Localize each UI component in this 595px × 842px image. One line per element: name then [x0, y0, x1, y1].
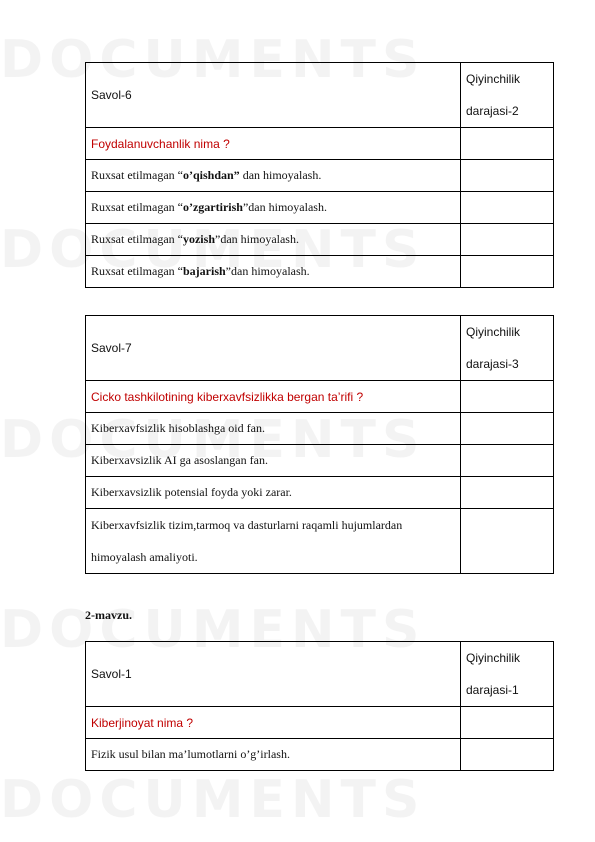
empty-cell — [461, 224, 554, 256]
empty-cell — [461, 477, 554, 509]
empty-cell — [461, 128, 554, 160]
question-text: Cicko tashkilotining kiberxavfsizlikka bergan ta’rifi ? — [86, 381, 461, 413]
question-number: Savol-6 — [86, 63, 461, 128]
empty-cell — [461, 192, 554, 224]
answer-row — [86, 256, 554, 288]
table-header-row — [86, 63, 554, 128]
question-table-savol-7 — [85, 315, 554, 574]
difficulty-level: darajasi-3 — [466, 357, 519, 371]
question-table-savol-1 — [85, 641, 554, 771]
difficulty-level: darajasi-1 — [466, 683, 519, 697]
empty-cell — [461, 509, 554, 574]
empty-cell — [461, 707, 554, 739]
answer-row — [86, 413, 554, 445]
question-text: Foydalanuvchanlik nima ? — [86, 128, 461, 160]
answer-row — [86, 477, 554, 509]
difficulty-cell — [461, 316, 554, 381]
answer-text: Kiberxavfsizlik hisoblashga oid fan. — [86, 413, 461, 445]
answer-row — [86, 192, 554, 224]
difficulty-label: Qiyinchilik — [466, 72, 521, 86]
empty-cell — [461, 256, 554, 288]
question-table-savol-6 — [85, 62, 554, 288]
answer-text: Fizik usul bilan ma’lumotlarni o’g’irlash. — [86, 739, 461, 771]
empty-cell — [461, 413, 554, 445]
answer-text: Ruxsat etilmagan “o’qishdan” dan himoyalash. — [86, 160, 461, 192]
question-row — [86, 707, 554, 739]
answer-text: Kiberxavsizlik potensial foyda yoki zarar. — [86, 477, 461, 509]
difficulty-cell — [461, 642, 554, 707]
answer-text: Ruxsat etilmagan “yozish”dan himoyalash. — [86, 224, 461, 256]
answer-text: Kiberxavsizlik AI ga asoslangan fan. — [86, 445, 461, 477]
table-header-row — [86, 316, 554, 381]
watermark-row — [0, 770, 595, 830]
difficulty-label: Qiyinchilik — [466, 651, 521, 665]
answer-row — [86, 445, 554, 477]
empty-cell — [461, 160, 554, 192]
question-number: Savol-1 — [86, 642, 461, 707]
difficulty-cell — [461, 63, 554, 128]
table-header-row — [86, 642, 554, 707]
empty-cell — [461, 739, 554, 771]
answer-text: Kiberxavfsizlik tizim,tarmoq va dasturlarni raqamli hujumlardan himoyalash amaliyoti. — [86, 509, 461, 574]
answer-row — [86, 509, 554, 574]
empty-cell — [461, 445, 554, 477]
question-number: Savol-7 — [86, 316, 461, 381]
question-row — [86, 128, 554, 160]
question-row — [86, 381, 554, 413]
difficulty-label: Qiyinchilik — [466, 325, 521, 339]
topic-heading: 2-mavzu. — [85, 608, 132, 622]
answer-text: Ruxsat etilmagan “bajarish”dan himoyalash. — [86, 256, 461, 288]
question-text: Kiberjinoyat nima ? — [86, 707, 461, 739]
answer-text: Ruxsat etilmagan “o’zgartirish”dan himoyalash. — [86, 192, 461, 224]
answer-row — [86, 224, 554, 256]
empty-cell — [461, 381, 554, 413]
answer-row — [86, 739, 554, 771]
difficulty-level: darajasi-2 — [466, 104, 519, 118]
answer-row — [86, 160, 554, 192]
